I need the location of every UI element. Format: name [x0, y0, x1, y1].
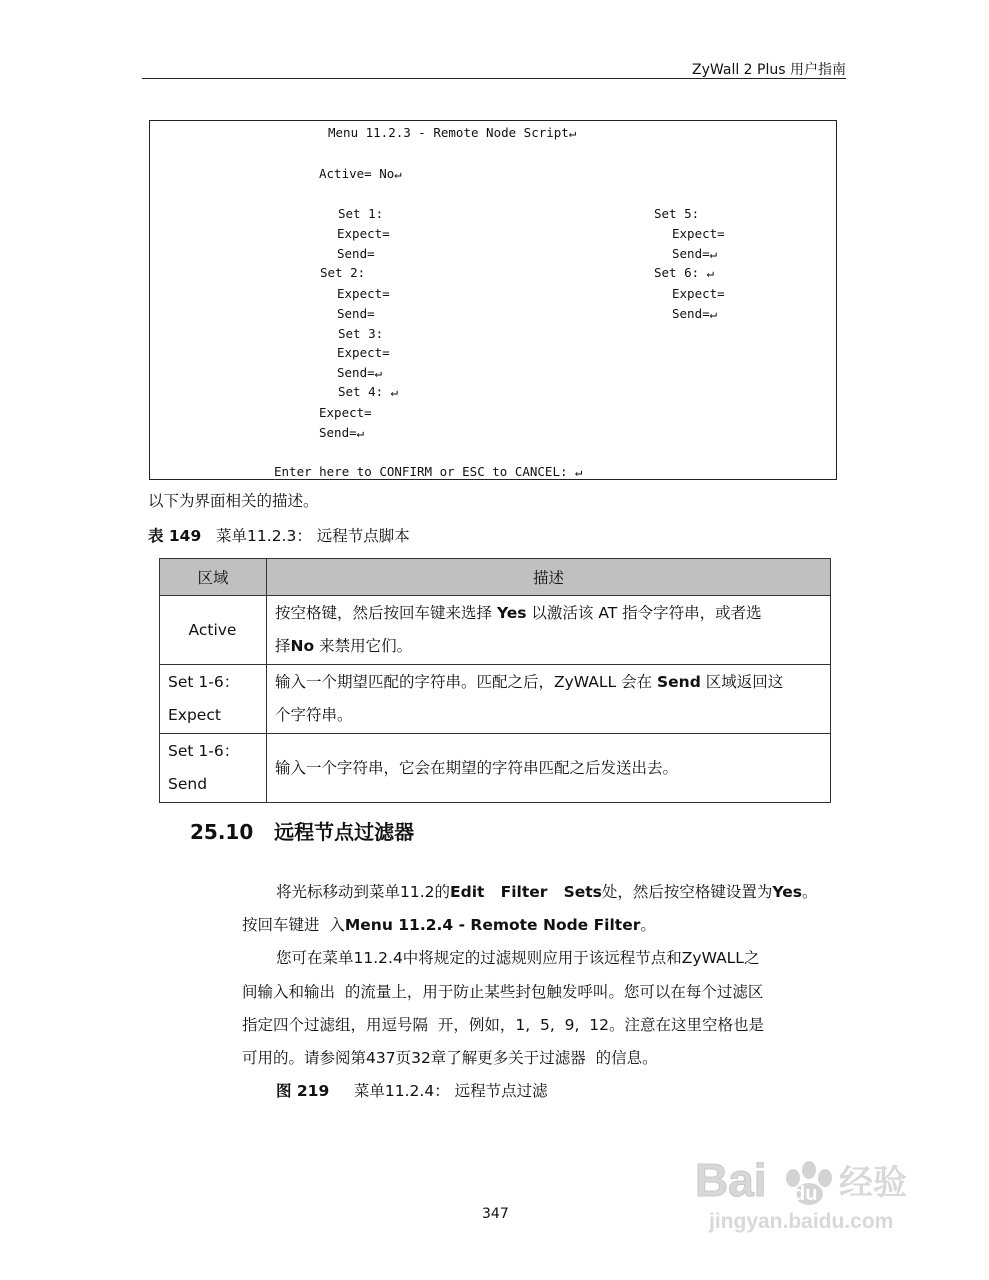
- desc-active-yes: Yes: [496, 604, 527, 622]
- table-row: [160, 734, 831, 803]
- para1-l1a: 将光标移动到菜单11.2的: [276, 883, 451, 901]
- para1-l2a: 按回车键进 入: [242, 916, 345, 934]
- desc-send: 输入一个字符串，它会在期望的字符串匹配之后发送出去。: [267, 734, 831, 803]
- table-caption-label: 表 149: [148, 527, 202, 545]
- set6-send: Send=↵: [672, 306, 718, 321]
- set2-label: Set 2:: [320, 265, 366, 280]
- field-send-line1: Set 1-6：: [168, 742, 240, 760]
- field-active: Active: [160, 596, 267, 665]
- figure-caption-label: 图 219: [276, 1082, 330, 1100]
- table-caption-text: 菜单11.2.3： 远程节点脚本: [216, 527, 410, 545]
- header-description: 描述: [267, 559, 831, 596]
- desc-active: [267, 596, 831, 665]
- active-line: Active= No↵: [319, 166, 402, 181]
- set2-send: Send=: [337, 306, 375, 321]
- set6-label: Set 6: ↵: [654, 265, 715, 280]
- intro-text: 以下为界面相关的描述。: [148, 492, 319, 510]
- field-expect: [160, 665, 267, 734]
- set6-expect: Expect=: [672, 286, 725, 301]
- para1-l1e: 。: [801, 883, 818, 901]
- section-heading: [190, 816, 414, 845]
- baidu-watermark: [689, 1138, 929, 1238]
- desc-expect-1a: 输入一个期望匹配的字符串。匹配之后，ZyWALL 会在: [275, 673, 657, 691]
- section-number: 25.10: [190, 820, 254, 844]
- watermark-url: jingyan.baidu.com: [709, 1210, 894, 1233]
- header-rule: [142, 78, 846, 79]
- set1-send: Send=: [337, 246, 375, 261]
- para1-l2c: 。: [640, 916, 656, 934]
- figure-caption-text: 菜单11.2.4： 远程节点过滤: [353, 1082, 548, 1100]
- set1-label: Set 1:: [338, 206, 384, 221]
- set4-label: Set 4: ↵: [338, 384, 399, 399]
- desc-active-no: No: [290, 637, 315, 655]
- field-expect-line1: Set 1-6：: [168, 673, 240, 691]
- field-send-line2: Send: [168, 775, 208, 793]
- watermark-brand: Bai: [695, 1154, 767, 1206]
- field-expect-line2: Expect: [168, 706, 221, 724]
- set5-label: Set 5:: [654, 206, 700, 221]
- para1-yes: Yes: [772, 883, 802, 901]
- figure-caption: [276, 1079, 548, 1101]
- field-send: [160, 734, 267, 803]
- para1-line1: [276, 880, 817, 902]
- running-header: ZyWall 2 Plus 用户指南: [692, 62, 846, 78]
- set3-send: Send=↵: [337, 365, 383, 380]
- watermark-cn: 经验: [839, 1163, 907, 1203]
- para2-line1: 您可在菜单11.2.4中将规定的过滤规则应用于该远程节点和ZyWALL之: [276, 949, 760, 967]
- menu-screen-title: Menu 11.2.3 - Remote Node Script↵: [328, 125, 577, 140]
- para1-l1c: 处，然后按空格键设置为: [601, 883, 773, 901]
- watermark-brand2: du: [793, 1183, 818, 1205]
- header-field: 区域: [160, 559, 267, 596]
- set4-send: Send=↵: [319, 425, 365, 440]
- para1-edit-filter-sets: Edit Filter Sets: [450, 883, 602, 901]
- desc-expect-1c: 区域返回这: [700, 673, 784, 691]
- desc-active-2c: 来禁用它们。: [314, 637, 413, 655]
- set3-label: Set 3:: [338, 326, 384, 341]
- set1-expect: Expect=: [337, 226, 390, 241]
- menu-screen-box: [149, 120, 837, 480]
- set5-expect: Expect=: [672, 226, 725, 241]
- set2-expect: Expect=: [337, 286, 390, 301]
- para2-line4: 可用的。请参阅第437页32章了解更多关于过滤器 的信息。: [242, 1049, 658, 1067]
- desc-expect-send: Send: [657, 673, 701, 691]
- desc-expect-2: 个字符串。: [275, 706, 353, 724]
- set4-expect: Expect=: [319, 405, 372, 420]
- desc-active-1a: 按空格键，然后按回车键来选择: [275, 604, 497, 622]
- table-row: [160, 665, 831, 734]
- para1-menu-link: Menu 11.2.4 - Remote Node Filter: [344, 916, 641, 934]
- para2-line2: 间输入和输出 的流量上，用于防止某些封包触发呼叫。您可以在每个过滤区: [242, 983, 764, 1001]
- page-number: 347: [482, 1206, 509, 1222]
- desc-active-1c: 以激活该 AT 指令字符串，或者选: [526, 604, 762, 622]
- set3-expect: Expect=: [337, 345, 390, 360]
- table-header-row: [160, 559, 831, 596]
- para1-line2: [242, 913, 656, 935]
- table-caption: [148, 524, 410, 546]
- confirm-prompt: Enter here to CONFIRM or ESC to CANCEL: ↵: [274, 464, 583, 479]
- set5-send: Send=↵: [672, 246, 718, 261]
- section-title: 远程节点过滤器: [274, 820, 415, 844]
- desc-expect: [267, 665, 831, 734]
- para2-line3: 指定四个过滤组，用逗号隔 开，例如，1, 5, 9, 12。注意在这里空格也是: [242, 1016, 765, 1034]
- description-table: [159, 558, 831, 803]
- desc-active-2a: 择: [275, 637, 291, 655]
- table-row: [160, 596, 831, 665]
